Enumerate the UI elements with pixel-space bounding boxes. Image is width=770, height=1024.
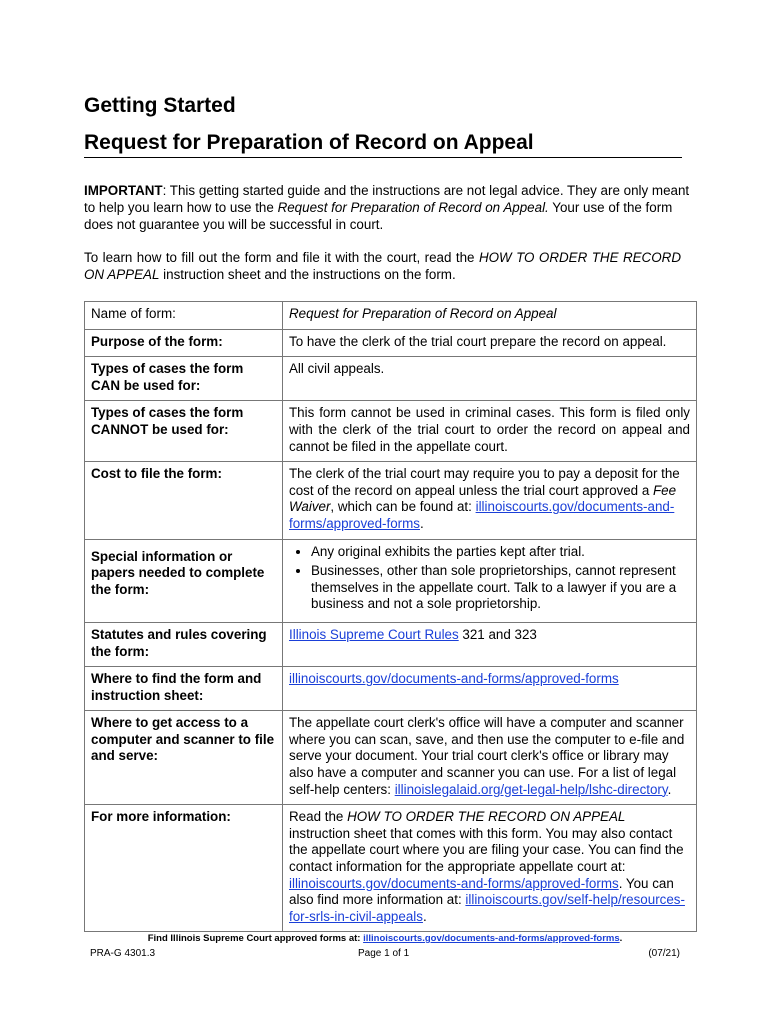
- row-label: Where to find the form and instruction sheet:: [85, 667, 283, 711]
- page-title: Getting Started: [84, 94, 236, 117]
- form-info-table: [84, 301, 697, 932]
- document-page: [84, 94, 696, 932]
- approved-forms-link[interactable]: illinoiscourts.gov/documents-and-forms/approved-forms: [289, 875, 619, 891]
- learn-paragraph: To learn how to fill out the form and file it with the court, read the HOW TO ORDER THE RECORD ON APPEAL instruction sheet and the instructions on the form.: [84, 250, 681, 282]
- table-row: [85, 805, 697, 932]
- list-item: • Businesses, other than sole proprietorships, cannot represent themselves in the appellate court. Talk to a lawyer if you are a business and not a sole proprietorship.: [311, 563, 690, 613]
- row-value: [283, 667, 697, 711]
- table-row: [85, 667, 697, 711]
- page-subtitle: Request for Preparation of Record on Appeal: [84, 130, 682, 158]
- row-label: Name of form:: [85, 302, 283, 330]
- special-info-list: [289, 544, 690, 613]
- table-row: [85, 357, 697, 401]
- row-label: Special information or papers needed to complete the form:: [85, 539, 283, 622]
- row-value: Request for Preparation of Record on Appeal: [283, 302, 697, 330]
- row-value: The clerk of the trial court may require you to pay a deposit for the cost of the record on appeal unless the trial court approved a Fee Waiver, which can be found at: illinoiscourts.gov/documents-and-forms/approved-forms.: [283, 462, 697, 539]
- list-item: • Any original exhibits the parties kept after trial.: [311, 544, 690, 561]
- row-value: This form cannot be used in criminal cases. This form is filed only with the clerk of the trial court to order the record on appeal and cannot be filed in the appellate court.: [283, 401, 697, 462]
- table-row: [85, 462, 697, 539]
- page-number: Page 1 of 1: [358, 948, 410, 959]
- row-label: Where to get access to a computer and scanner to file and serve:: [85, 711, 283, 805]
- row-label: Statutes and rules covering the form:: [85, 622, 283, 666]
- row-value: Illinois Supreme Court Rules 321 and 323: [283, 622, 697, 666]
- self-help-centers-link[interactable]: illinoislegalaid.org/get-legal-help/lshc-directory: [394, 781, 668, 797]
- table-row: [85, 539, 697, 622]
- row-label: For more information:: [85, 805, 283, 932]
- table-row: [85, 302, 697, 330]
- row-value: [283, 539, 697, 622]
- table-row: [85, 401, 697, 462]
- footer-note: Find Illinois Supreme Court approved forms at: illinoiscourts.gov/documents-and-forms/approved-forms.: [147, 933, 623, 944]
- row-value: All civil appeals.: [283, 357, 697, 401]
- approved-forms-link[interactable]: illinoiscourts.gov/documents-and-forms/approved-forms: [289, 671, 619, 687]
- table-row: [85, 711, 697, 805]
- row-label: Cost to file the form:: [85, 462, 283, 539]
- row-label: Types of cases the form CANNOT be used for:: [85, 401, 283, 462]
- supreme-court-rules-link[interactable]: Illinois Supreme Court Rules: [289, 626, 459, 642]
- row-value: The appellate court clerk's office will have a computer and scanner where you can scan, save, and then use the computer to e-file and serve your document. Your trial court clerk's office or library may also have a computer and scanner you can use. For a list of legal self-help centers: illinoislegalaid.org/get-legal-help/lshc-directory.: [283, 711, 697, 805]
- table-row: [85, 622, 697, 666]
- important-notice: IMPORTANT: This getting started guide and the instructions are not legal advice. They are only meant to help you learn how to use the Request for Preparation of Record on Appeal. Your use of the form does not guarantee you will be successful in court.: [84, 183, 690, 232]
- approved-forms-link[interactable]: illinoiscourts.gov/documents-and-forms/approved-forms: [289, 499, 675, 531]
- important-label: IMPORTANT: [84, 183, 163, 198]
- form-code: PRA-G 4301.3: [90, 948, 156, 959]
- table-row: [85, 329, 697, 357]
- row-value: To have the clerk of the trial court prepare the record on appeal.: [283, 329, 697, 357]
- footer-forms-link[interactable]: illinoiscourts.gov/documents-and-forms/approved-forms: [363, 933, 620, 944]
- row-label: Types of cases the form CAN be used for:: [85, 357, 283, 401]
- row-label: Purpose of the form:: [85, 329, 283, 357]
- civil-appeals-help-link[interactable]: illinoiscourts.gov/self-help/resources-for-srls-in-civil-appeals: [289, 892, 685, 924]
- revision-date: (07/21): [648, 948, 680, 959]
- row-value: Read the HOW TO ORDER THE RECORD ON APPEAL instruction sheet that comes with this form. You may also contact the appellate court where you are filing your case. You can find the contact information for the appropriate appellate court at: illinoiscourts.gov/documents-and-forms/approved-forms. You can also find more information at: illinoiscourts.gov/self-help/resources-for-srls-in-civil-appeals.: [283, 805, 697, 932]
